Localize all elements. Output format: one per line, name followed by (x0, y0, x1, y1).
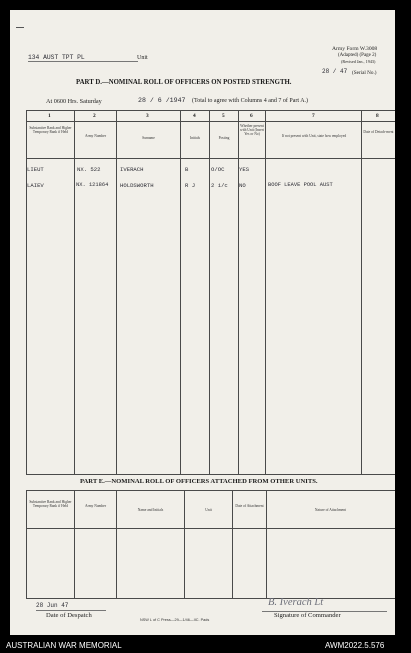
corner-mark (16, 21, 24, 28)
e-col-header-name: Name and Initials (137, 508, 164, 512)
e-col-header-army-number: Army Number (84, 504, 107, 508)
unit-label: Unit (137, 55, 148, 61)
col-header-rank: Substantive Rank and Higher Temporary Rank if Held (29, 126, 72, 135)
printer-note: NSW L of C Press—29—1/46—IIC. Pads (140, 618, 210, 622)
col-header-present: Whether present with Unit (Insert Yes or No) (240, 124, 264, 137)
col-num-2: 2 (93, 113, 96, 119)
part-e-title: PART E.—NOMINAL ROLL OF OFFICERS ATTACHED FROM OTHER UNITS. (80, 478, 318, 485)
col-num-7: 7 (312, 113, 315, 119)
row-2-rank: LAIEV (27, 182, 44, 189)
e-col-header-date: Date of Attachment (235, 504, 264, 508)
col-num-8: 8 (376, 113, 379, 119)
row-2-surname: HOLDSWORTH (120, 182, 154, 189)
date-suffix: (Total to agree with Columns 4 and 7 of Part A.) (192, 98, 309, 104)
despatch-date-label: Date of Despatch (46, 612, 92, 619)
col-num-3: 3 (146, 113, 149, 119)
form-name: Army Form W.3008 (332, 46, 378, 52)
archive-ref: AWM2022.5.576 (325, 641, 385, 650)
col-header-posting: Posting (218, 136, 230, 140)
col-header-army-number: Army Number (84, 134, 107, 138)
row-1-posting: O/OC (211, 166, 225, 173)
col-header-detachment: Date of Detach-ment (363, 130, 394, 134)
document-page (10, 10, 395, 635)
part-d-title: PART D.—NOMINAL ROLL OF OFFICERS ON POSTED STRENGTH. (76, 79, 292, 86)
col-header-initials: Initials (190, 136, 200, 140)
row-1-army-number: NX. 522 (77, 166, 101, 173)
archive-name: AUSTRALIAN WAR MEMORIAL (6, 641, 122, 650)
signature-text: B. Iverach Lt (268, 597, 324, 608)
serial-value: 28 / 47 (322, 68, 348, 75)
row-2-posting: 2 i/c (211, 182, 228, 189)
date-prefix: At 0600 Hrs. Saturday (46, 98, 102, 105)
col-num-6: 6 (250, 113, 253, 119)
row-1-initials: B (185, 166, 189, 173)
row-2-employed: BOOF LEAVE POOL AUST (268, 182, 333, 188)
commander-signature (268, 597, 323, 608)
row-2-army-number: NX. 121864 (76, 182, 109, 188)
col-num-5: 5 (222, 113, 225, 119)
form-adapted: (Adapted) (Page 2) (338, 53, 377, 58)
col-header-surname: Surname (142, 136, 155, 140)
col-header-employed: If not present with Unit, state how employed (281, 134, 347, 138)
col-num-4: 4 (193, 113, 196, 119)
signature-label: Signature of Commander (274, 612, 341, 619)
despatch-date-value: 28 Jun 47 (36, 602, 69, 609)
row-1-rank: LIEUT (27, 166, 44, 173)
row-1-present: YES (239, 166, 250, 173)
e-col-header-nature: Nature of Attachment (314, 508, 347, 512)
row-1-surname: IVERACH (120, 166, 144, 173)
row-2-present: NO (239, 182, 246, 189)
col-num-1: 1 (48, 113, 51, 119)
archive-footer (0, 637, 411, 653)
row-2-initials: R J (185, 182, 196, 189)
form-revised: (Revised Jan., 1943) (341, 59, 376, 64)
unit-value: 134 AUST TPT PL (28, 54, 85, 61)
e-col-header-unit: Unit (205, 508, 212, 512)
e-col-header-rank: Substantive Rank and Higher Temporary Rank if Held (29, 500, 72, 509)
serial-label: (Serial No.) (352, 70, 377, 76)
date-value: 28 / 6 /1947 (138, 97, 186, 104)
